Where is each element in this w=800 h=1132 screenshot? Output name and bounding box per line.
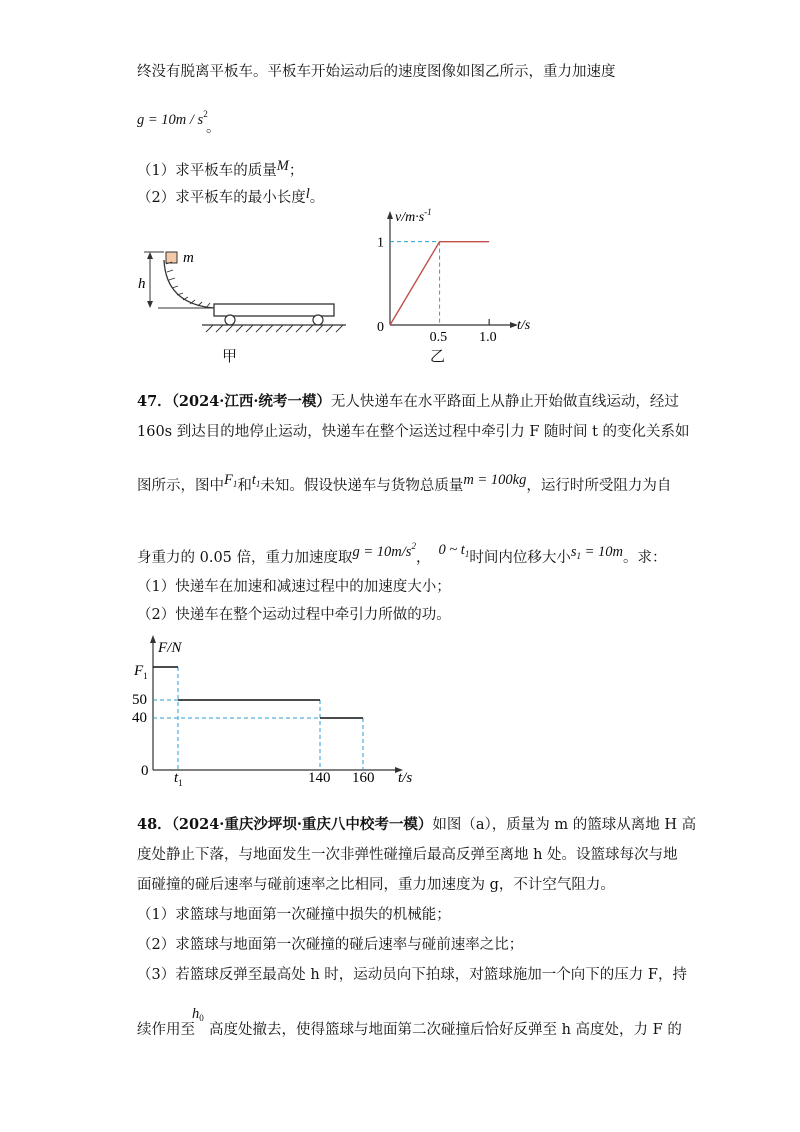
q47-sub1 [137, 577, 451, 597]
q47-interval-text: 0 ~ t [438, 542, 465, 558]
q46-sub2 [137, 184, 324, 208]
q46-sub2-post: 。 [309, 190, 325, 206]
yi-xtick-0.5: 0.5 [429, 330, 448, 345]
block-m [166, 252, 177, 263]
q47-s1-val: = 10m [580, 544, 623, 560]
figure-jia [130, 240, 360, 350]
label-h: h [138, 276, 146, 292]
ft-x-t1: $t_1$ [174, 770, 183, 788]
q48-h0: h [192, 1006, 200, 1022]
q47-sub2 [137, 605, 451, 625]
cart-wheel-right [313, 315, 323, 325]
curved-ramp [164, 260, 214, 308]
q47-t1-letter: t [251, 472, 256, 488]
ft-y-F1: $F_1$ [134, 663, 148, 681]
q47-line4-b: ， [415, 550, 431, 566]
q48-last-b: 高度处撤去，使得篮球与地面第二次碰撞后恰好反弹至 h 高度处，力 F 的 [209, 1022, 682, 1038]
origin-label: 0 [377, 320, 384, 335]
q47-sub1-text: （1）快递车在加速和减速过程中的加速度大小； [137, 579, 451, 595]
q48-h0-sub: 0 [199, 1013, 204, 1023]
ft-y-50: 50 [132, 692, 147, 708]
q47-s1 [571, 544, 623, 560]
q47-line4-d: 。求： [623, 550, 667, 566]
q46-sub1-var: M [276, 158, 289, 174]
flat-cart [214, 304, 334, 316]
q47-t1-sub: 1 [255, 479, 261, 489]
q47-line1 [137, 392, 679, 412]
q47-F1 [224, 472, 237, 488]
q47-source: （2024·江西·统考一模） [171, 393, 331, 410]
q47-line3-c: 未知。假设快递车与货物总质量 [260, 478, 464, 494]
q47-line3-a: 图所示，图中 [137, 478, 224, 494]
q46-g-tail-text: 。 [206, 120, 221, 136]
q46-sub2-var: l [305, 186, 310, 202]
caption-yi: 乙 [430, 347, 446, 365]
ft-origin: 0 [141, 763, 149, 779]
q48-line2 [137, 845, 678, 865]
figure-F-t-chart [130, 630, 430, 788]
q46-line1 [137, 62, 616, 82]
q48-sub3 [137, 965, 687, 985]
q47-F1-sub: 1 [232, 479, 238, 489]
q46-g-tail [206, 118, 221, 138]
q47-g-exp: 2 [411, 541, 416, 551]
ft-y-arrow [150, 635, 156, 643]
q48-sub1-text: （1）求篮球与地面第一次碰撞中损失的机械能； [137, 907, 451, 923]
q47-s1-letter: s [570, 544, 577, 560]
figure-yi-chart [370, 205, 550, 345]
y-axis-label: $v/m\cdot s^{-1}$ [395, 207, 432, 225]
y-axis-arrow [387, 211, 393, 219]
q46-sub1-text: （1）求平板车的质量 [137, 163, 277, 179]
q46-sub1-post: ； [288, 163, 304, 179]
q47-interval [438, 542, 469, 558]
q46-sub1 [137, 156, 303, 181]
q46-g-exp: 2 [203, 109, 208, 119]
q48-sub2-text: （2）求篮球与地面第一次碰撞的碰后速率与碰前速率之比； [137, 937, 524, 953]
q46-g-line [137, 104, 208, 130]
q48-line3 [137, 875, 615, 895]
q48-num: 48． [137, 816, 172, 833]
q47-line3-b: 和 [237, 478, 252, 494]
q48-sub2 [137, 935, 523, 955]
q47-mass: m = 100kg [463, 472, 527, 488]
q47-line4 [137, 536, 667, 568]
q48-source: （2024·重庆沙坪坝·重庆八中校考一模） [171, 816, 433, 833]
q46-sub2-text: （2）求平板车的最小长度 [137, 190, 306, 206]
ground-hatch [206, 325, 343, 332]
q47-line4-c: 时间内位移大小 [469, 550, 571, 566]
label-m: m [183, 250, 194, 266]
q48-last-line [137, 1020, 682, 1040]
ft-y-40: 40 [132, 710, 147, 726]
ft-y-label: F/N [158, 640, 182, 656]
q48-line2-text: 度处静止下落，与地面发生一次非弹性碰撞后最高反弹至离地 h 处。设篮球每次与地 [137, 847, 678, 863]
q47-s1-sub: 1 [576, 551, 581, 561]
yi-ytick-1: 1 [377, 235, 384, 251]
q47-line1-text: 无人快递车在水平路面上从静止开始做直线运动，经过 [330, 394, 679, 410]
q48-line1-text: 如图（a），质量为 m 的篮球从离地 H 高 [432, 817, 697, 833]
q47-line2-text: 160s 到达目的地停止运动，快递车在整个运送过程中牵引力 F 随时间 t 的变化关系如 [137, 424, 690, 440]
q47-g-text: g = 10m/s [352, 544, 412, 560]
cart-wheel-left [225, 315, 235, 325]
ft-x-140: 140 [308, 770, 331, 786]
x-axis-label: t/s [517, 318, 531, 333]
q46-text-1: 终没有脱离平板车。平板车开始运动后的速度图像如图乙所示，重力加速度 [137, 64, 616, 80]
yi-series-segment-0 [390, 242, 440, 325]
q47-g [352, 541, 416, 560]
q47-line4-a: 身重力的 0.05 倍，重力加速度取 [137, 550, 353, 566]
ft-x-160: 160 [352, 770, 375, 786]
ft-x-label: t/s [398, 770, 413, 786]
q48-sub1 [137, 905, 451, 925]
q47-line3-d: ，运行时所受阻力为自 [526, 478, 672, 494]
q47-num: 47． [137, 393, 172, 410]
q47-line2 [137, 422, 690, 442]
q48-line3-text: 面碰撞的碰后速率与碰前速率之比相同，重力加速度为 g，不计空气阻力。 [137, 877, 615, 893]
q47-F1-letter: F [224, 472, 233, 488]
q47-sub2-text: （2）快递车在整个运动过程中牵引力所做的功。 [137, 607, 451, 623]
q47-interval-sub: 1 [464, 549, 470, 559]
q48-line1 [137, 815, 696, 835]
q48-last-a: 续作用至 [137, 1022, 195, 1038]
q48-sub3-text: （3）若篮球反弹至最高处 h 时，运动员向下拍球，对篮球施加一个向下的压力 F，持 [137, 967, 687, 983]
q46-g-formula: g = 10m / s [137, 112, 204, 128]
caption-jia: 甲 [222, 347, 238, 365]
q47-line3 [137, 470, 671, 496]
yi-xtick-1.0: 1.0 [479, 330, 497, 345]
